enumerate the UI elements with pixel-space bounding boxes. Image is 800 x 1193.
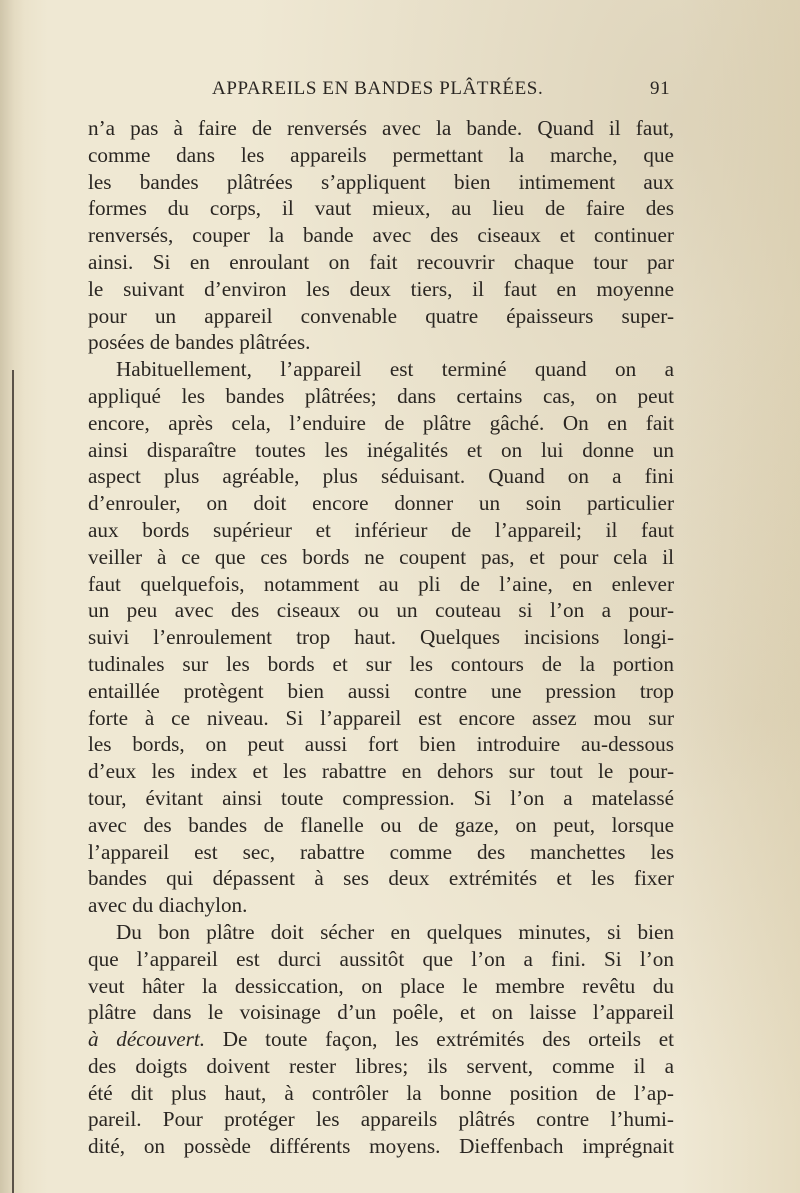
- text-line-mixed: [88, 1026, 674, 1053]
- text-line: veut hâter la dessiccation, on place le membre revêtu du: [88, 973, 674, 998]
- text-line: été dit plus haut, à contrôler la bonne position de l’ap-: [88, 1080, 674, 1105]
- text-line: aux bords supérieur et inférieur de l’appareil; il faut: [88, 517, 674, 542]
- text-line: l’appareil est sec, rabattre comme des manchettes les: [88, 839, 674, 864]
- text-line: les bandes plâtrées s’appliquent bien intimement aux: [88, 169, 674, 194]
- text-line: tour, évitant ainsi toute compression. Si l’on a matelassé: [88, 785, 674, 810]
- text-line: comme dans les appareils permettant la marche, que: [88, 142, 674, 167]
- text-line: que l’appareil est durci aussitôt que l’on a fini. Si l’on: [88, 946, 674, 971]
- binding-edge: [12, 370, 14, 1193]
- page-header: [0, 74, 800, 104]
- text-line: d’eux les index et les rabattre en dehors sur tout le pour-: [88, 759, 674, 784]
- text-line: dité, on possède différents moyens. Dieffenbach imprégnait: [88, 1134, 674, 1159]
- text-line: un peu avec des ciseaux ou un couteau si l’on a pour-: [88, 598, 674, 623]
- paragraph-start-line: Habituellement, l’appareil est terminé quand on a: [116, 357, 674, 382]
- text-line: ainsi disparaître toutes les inégalités et on lui donne un: [88, 437, 674, 462]
- text-line: ainsi. Si en enroulant on fait recouvrir chaque tour par: [88, 249, 674, 274]
- text-line: renversés, couper la bande avec des ciseaux et continuer: [88, 223, 674, 248]
- text-line: forte à ce niveau. Si l’appareil est encore assez mou sur: [88, 705, 674, 730]
- page-number: 91: [650, 78, 671, 99]
- text-line: d’enrouler, on doit encore donner un soin particulier: [88, 491, 674, 516]
- text-line: suivi l’enroulement trop haut. Quelques incisions longi-: [88, 625, 674, 650]
- text-line: entaillée protègent bien aussi contre une pression trop: [88, 678, 674, 703]
- body-text: [88, 115, 674, 1160]
- text-line: pareil. Pour protéger les appareils plâtrés contre l’humi-: [88, 1107, 674, 1132]
- text-line: tudinales sur les bords et sur les contours de la portion: [88, 651, 674, 676]
- text-segment: De toute façon, les extrémités des orteils et: [205, 1027, 674, 1052]
- text-line: appliqué les bandes plâtrées; dans certains cas, on peut: [88, 383, 674, 408]
- text-line: avec du diachylon.: [88, 893, 248, 918]
- text-line: bandes qui dépassent à ses deux extrémités et les fixer: [88, 866, 674, 891]
- text-line: formes du corps, il vaut mieux, au lieu de faire des: [88, 196, 674, 221]
- italic-phrase: à découvert.: [88, 1027, 206, 1052]
- paragraph-start-line: Du bon plâtre doit sécher en quelques minutes, si bien: [116, 919, 674, 944]
- running-head: APPAREILS EN BANDES PLÂTRÉES.: [212, 78, 544, 99]
- text-line: faut quelquefois, notamment au pli de l’aine, en enlever: [88, 571, 674, 596]
- text-line: les bords, on peut aussi fort bien introduire au-dessous: [88, 732, 674, 757]
- text-line: aspect plus agréable, plus séduisant. Quand on a fini: [88, 464, 674, 489]
- text-line: posées de bandes plâtrées.: [88, 330, 311, 355]
- text-line: avec des bandes de flanelle ou de gaze, on peut, lorsque: [88, 812, 674, 837]
- text-line: des doigts doivent rester libres; ils servent, comme il a: [88, 1053, 674, 1078]
- text-line: le suivant d’environ les deux tiers, il faut en moyenne: [88, 276, 674, 301]
- text-line: encore, après cela, l’enduire de plâtre gâché. On en fait: [88, 410, 674, 435]
- text-line: plâtre dans le voisinage d’un poêle, et on laisse l’appareil: [88, 1000, 674, 1025]
- text-line: pour un appareil convenable quatre épaisseurs super-: [88, 303, 674, 328]
- text-line: n’a pas à faire de renversés avec la bande. Quand il faut,: [88, 116, 674, 140]
- text-line: veiller à ce que ces bords ne coupent pas, et pour cela il: [88, 544, 674, 569]
